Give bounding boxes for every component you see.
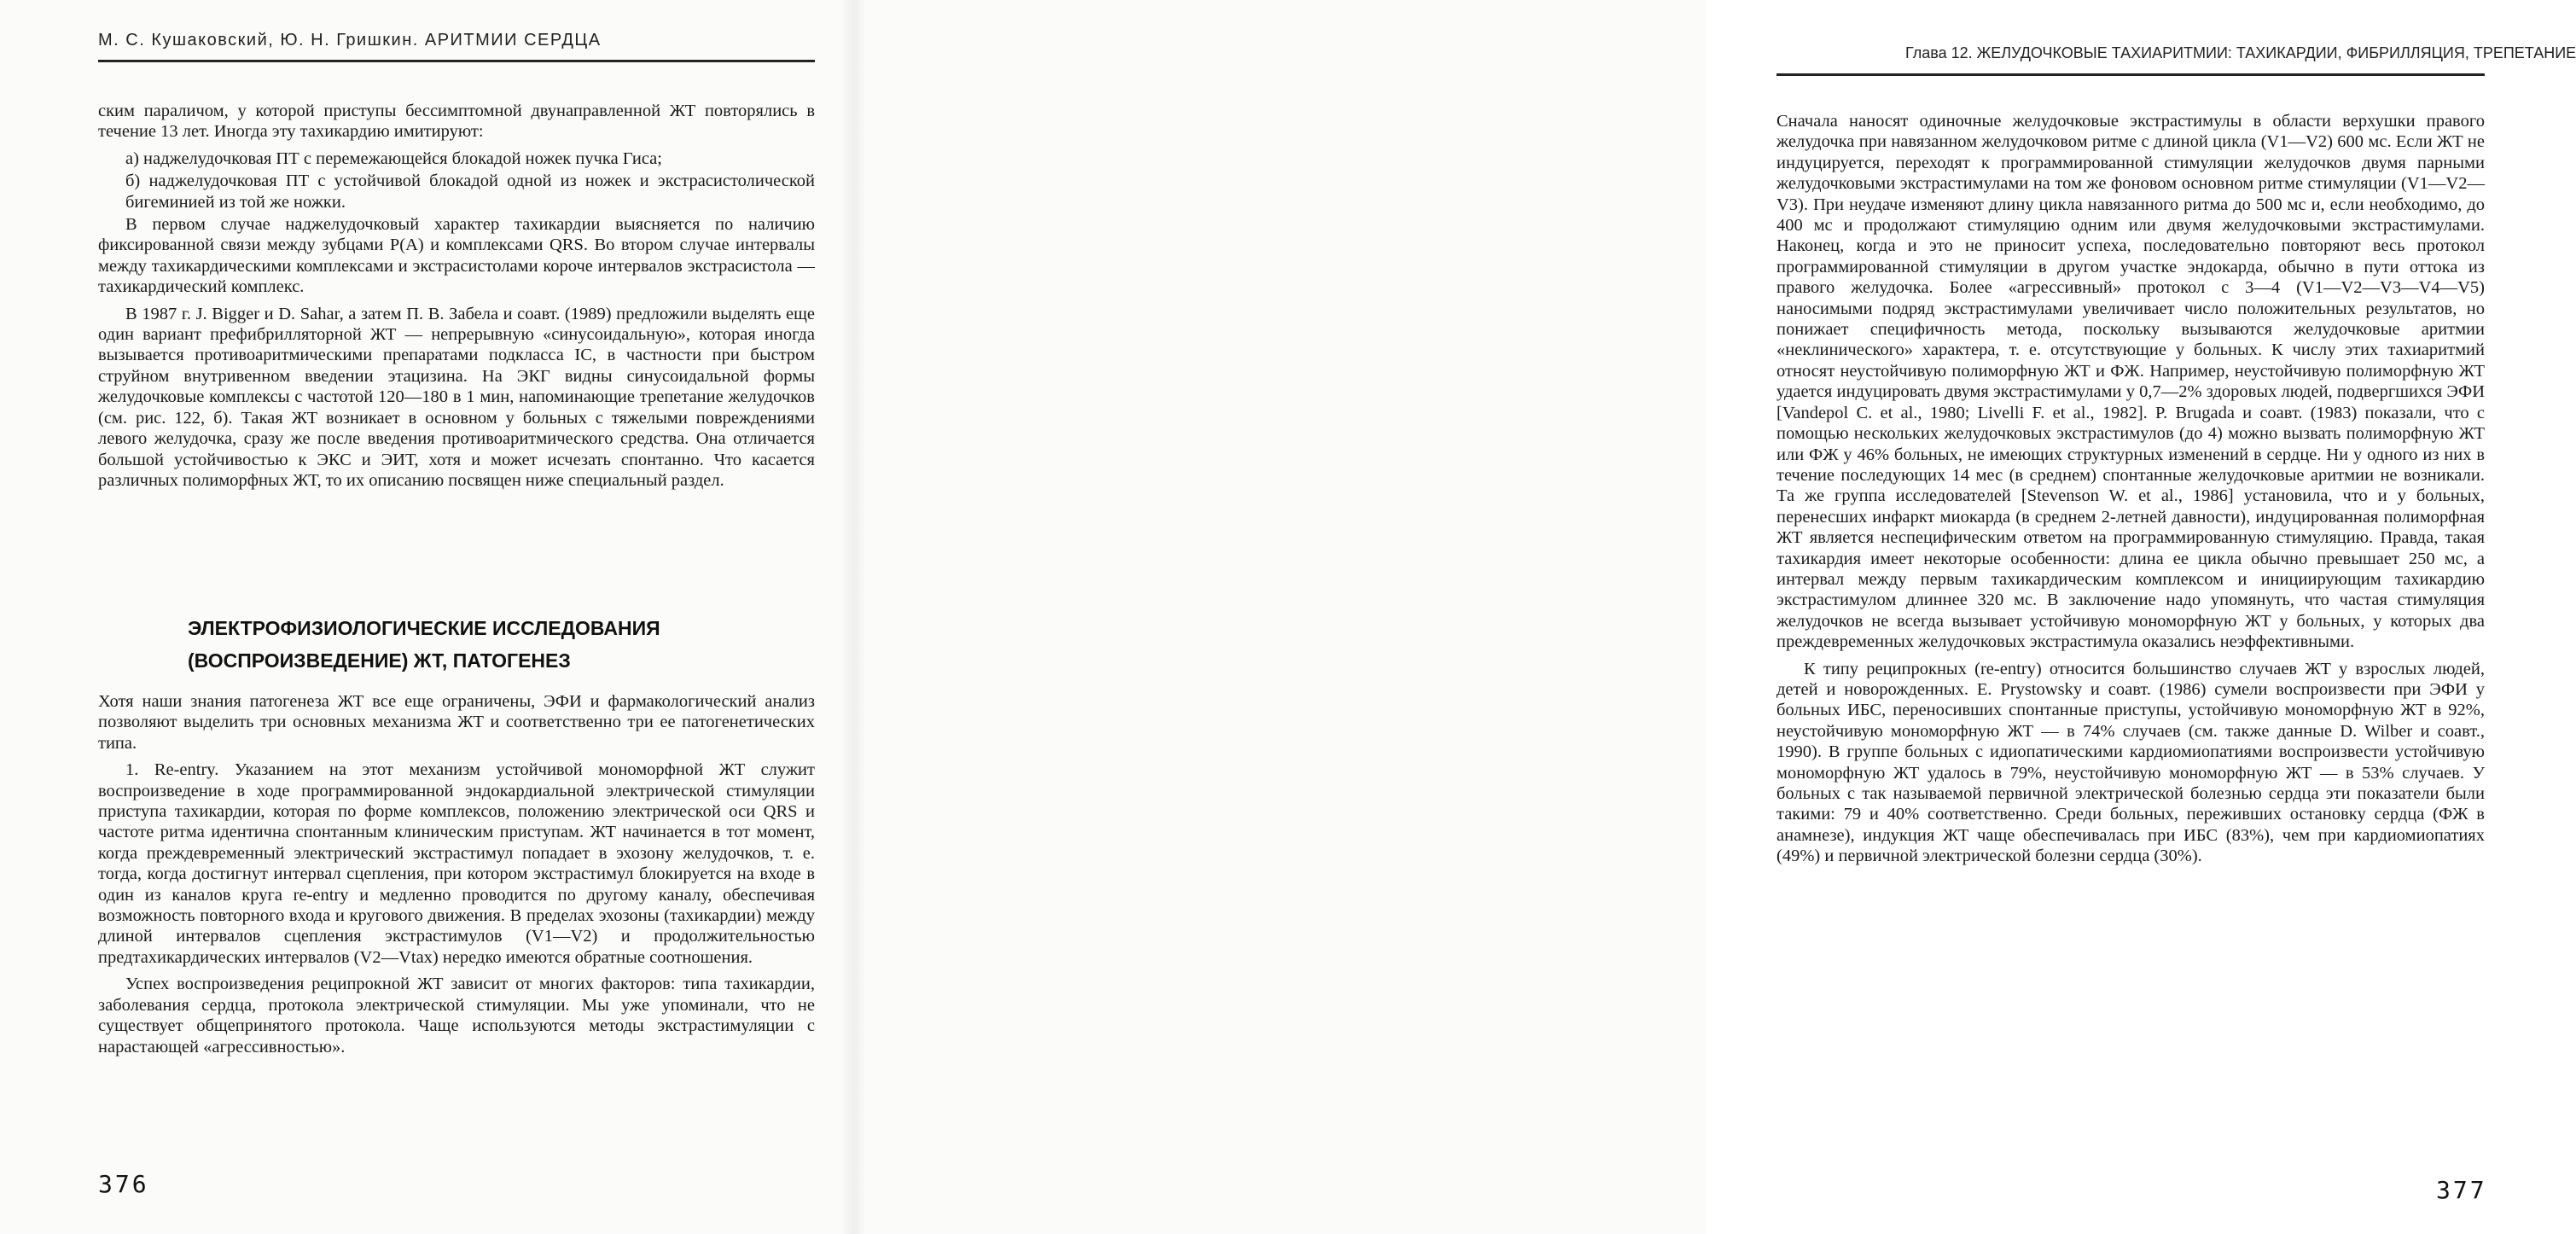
- page-number-right: 377: [2436, 1176, 2487, 1204]
- left-text-top: [98, 101, 815, 497]
- paragraph: Хотя наши знания патогенеза ЖТ все еще ограничены, ЭФИ и фармакологический анализ позволяют выделить три основных механизма ЖТ и соответственно три ее патогенетических типа.: [98, 692, 815, 753]
- header-rule-right: [1776, 73, 2485, 76]
- paragraph: Успех воспроизведения реципрокной ЖТ зависит от многих факторов: типа тахикардии, заболевания сердца, протокола электрической стимуляции. Мы уже упоминали, что не существует общепринятого протокола. Чаще используются методы экстрастимуляции с нарастающей «агрессивностью».: [98, 975, 815, 1056]
- paragraph: В первом случае наджелудочковый характер тахикардии выясняется по наличию фиксированной связи между зубцами P(A) и комплексами QRS. Во втором случае интервалы между тахикардическими комплексами и экстрасистолами короче интервалов экстрасистола — тахикардический комплекс.: [98, 215, 815, 297]
- right-page: [853, 0, 2576, 1234]
- paragraph: В 1987 г. J. Bigger и D. Sahar, а затем П. В. Забела и соавт. (1989) предложили выделять еще один вариант префибрилляторной ЖТ — непрерывную «синусоидальную», которая иногда вызывается противоаритмическими препаратами подкласса IC, в частности при быстром струйном внутривенном введении этацизина. На ЭКГ видны синусоидальной формы желудочковые комплексы с частотой 120—180 в 1 мин, напоминающие трепетание желудочков (см. рис. 122, б). Такая ЖТ возникает в основном у больных с тяжелыми повреждениями левого желудочка, сразу же после введения противоаритмического средства. Она отличается большой устойчивостью к ЭКС и ЭИТ, хотя и может исчезать спонтанно. Что касается различных полиморфных ЖТ, то их описанию посвящен ниже специальный раздел.: [98, 304, 815, 490]
- right-text: [1776, 111, 2485, 873]
- running-head-left: М. С. Кушаковский, Ю. Н. Гришкин. АРИТМИИ СЕРДЦА: [98, 31, 602, 49]
- left-text-bottom: [98, 691, 815, 1063]
- left-page: [0, 0, 853, 1234]
- section-heading-line-1: ЭЛЕКТРОФИЗИОЛОГИЧЕСКИЕ ИССЛЕДОВАНИЯ: [188, 617, 660, 639]
- page-number-left: 376: [98, 1170, 149, 1198]
- section-heading-line-2: (ВОСПРОИЗВЕДЕНИЕ) ЖТ, ПАТОГЕНЕЗ: [188, 649, 571, 672]
- paragraph: ским параличом, у которой приступы бессимптомной двунаправленной ЖТ повторялись в течение 13 лет. Иногда эту тахикардию имитируют:: [98, 102, 815, 142]
- header-rule-left: [98, 60, 815, 62]
- section-heading: [188, 612, 751, 677]
- paragraph: К типу реципрокных (re-entry) относится большинство случаев ЖТ у взрослых людей, детей и новорожденных. E. Prystowsky и соавт. (1986) сумели воспроизвести при ЭФИ у больных ИБС, переносивших спонтанные приступы, устойчивую мономорфную ЖТ в 92%, неустойчивую мономорфную ЖТ — в 74% случаев (см. также данные D. Wilber и соавт., 1990). В группе больных с идиопатическими кардиомиопатиями воспроизвести устойчивую мономорфную ЖТ удалось в 79%, неустойчивую мономорфную ЖТ — в 53% случаев. У больных с так называемой первичной электрической болезнью сердца эти показатели были такими: 79 и 40% соответственно. Среди больных, переживших остановку сердца (ФЖ в анамнезе), индукция ЖТ чаще обеспечивалась при ИБС (83%), чем при кардиомиопатиях (49%) и первичной электрической болезни сердца (30%).: [1776, 659, 2485, 866]
- running-head-right: Глава 12. ЖЕЛУДОЧКОВЫЕ ТАХИАРИТМИИ: ТАХИКАРДИИ, ФИБРИЛЛЯЦИЯ, ТРЕПЕТАНИЕ: [1905, 44, 2576, 61]
- list-item: б) наджелудочковая ПТ с устойчивой блокадой одной из ножек и экстрасистолической бигеминией из той же ножки.: [125, 172, 815, 212]
- list-item: а) наджелудочковая ПТ с перемежающейся блокадой ножек пучка Гиса;: [125, 148, 662, 168]
- paragraph: Сначала наносят одиночные желудочковые экстрастимулы в области верхушки правого желудочка при навязанном желудочковом ритме с длиной цикла (V1—V2) 600 мс. Если ЖТ не индуцируется, переходят к программированной стимуляции желудочков двумя парными желудочковыми экстрастимулами на том же фоновом основном ритме стимуляции (V1—V2—V3). При неудаче изменяют длину цикла навязанного ритма до 500 мс и, если необходимо, до 400 мс и продолжают стимуляцию одним или двумя желудочковыми экстрастимулами. Наконец, когда и это не приносит успеха, последовательно повторяют весь протокол программированной стимуляции в другом участке эндокарда, обычно в пути оттока из правого желудочка. Более «агрессивный» протокол с 3—4 (V1—V2—V3—V4—V5) наносимыми подряд экстрастимулами увеличивает число положительных результатов, но понижает специфичность метода, поскольку вызываются желудочковые аритмии «неклинического» характера, т. е. отсутствующие у больных. К числу этих тахиаритмий относят неустойчивую полиморфную ЖТ и ФЖ. Например, неустойчивую полиморфную ЖТ удается индуцировать двумя экстрастимулами у 0,7—2% здоровых людей, подвергшихся ЭФИ [Vandepol C. et al., 1980; Livelli F. et al., 1982]. P. Brugada и соавт. (1983) показали, что с помощью нескольких желудочковых экстрастимулов (до 4) можно вызвать полиморфную ЖТ или ФЖ у 46% больных, не имеющих структурных изменений в сердце. Ни у одного из них в течение последующих 14 мес (в среднем) спонтанные желудочковые аритмии не возникали. Та же группа исследователей [Stevenson W. et al., 1986] установила, что и у больных, перенесших инфаркт миокарда (в среднем 2-летней давности), индуцированная полиморфная ЖТ является неспецифическим ответом на программированную стимуляцию. Правда, такая тахикардия имеет некоторые особенности: длина ее цикла обычно превышает 250 мс, а интервал между первым тахикардическим комплексом и инициирующим тахикардию экстрастимулом длиннее 320 мс. В заключение надо упомянуть, что частая стимуляция желудочков не всегда вызывает устойчивую мономорфную ЖТ у больных, у которых два преждевременных желудочковых экстрастимула оказались неэффективными.: [1776, 112, 2485, 652]
- paragraph: 1. Re-entry. Указанием на этот механизм устойчивой мономорфной ЖТ служит воспроизведение в ходе программированной эндокардиальной электрической стимуляции приступа тахикардии, которая по форме комплексов, положению электрической оси QRS и частоте ритма идентична спонтанным клиническим приступам. ЖТ начинается в тот момент, когда преждевременный электрический экстрастимул попадает в эхозону желудочков, т. е. тогда, когда достигнут интервал сцепления, при котором экстрастимул блокируется на входе в один из каналов круга re-entry и медленно проводится по другому каналу, обеспечивая возможность повторного входа и кругового движения. В пределах эхозоны (тахикардии) между длиной интервалов сцепления экстрастимулов (V1—V2) и продолжительностью предтахикардических интервалов (V2—Vtax) нередко имеются обратные соотношения.: [98, 760, 815, 967]
